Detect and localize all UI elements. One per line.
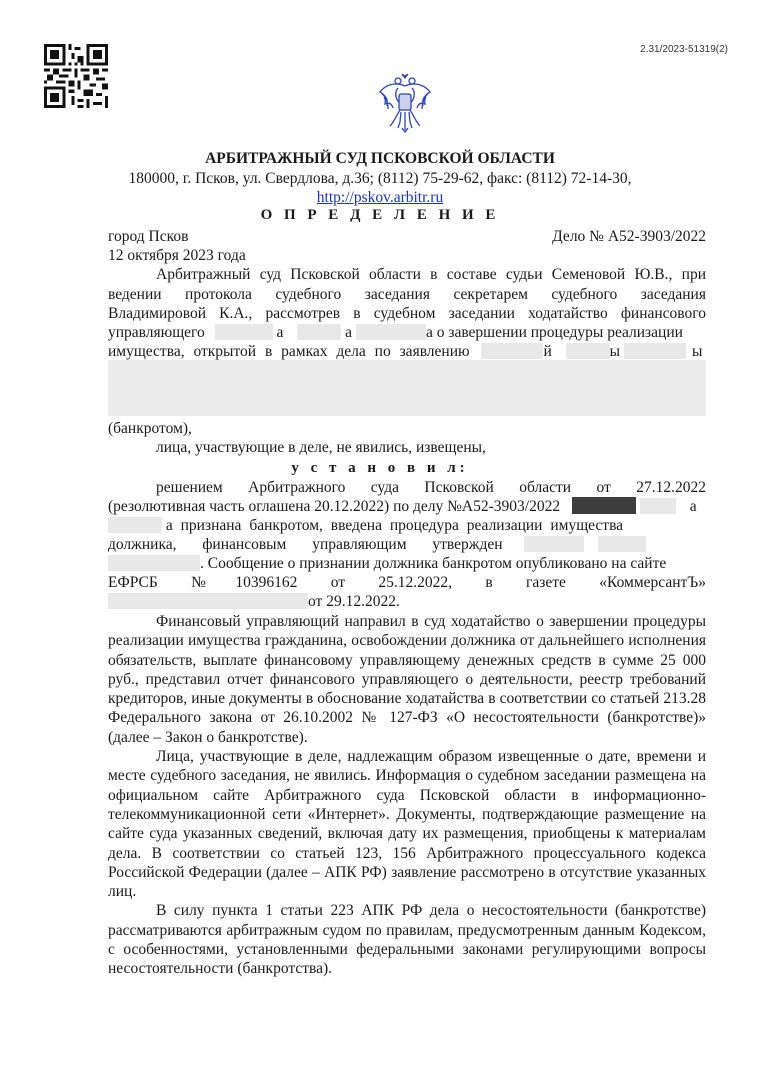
city: город Псков	[108, 228, 189, 245]
ustanovil-heading: у с т а н о в и л:	[291, 460, 469, 476]
redacted-block	[215, 324, 273, 340]
decision-text: должника, финансовым управляющим утвержден	[108, 536, 503, 553]
decision-text: а	[689, 498, 697, 515]
court-address: 180000, г. Псков, ул. Свердлова, д.36; (8112) 75-29-62, факс: (8112) 72-14-30,	[128, 170, 632, 187]
redacted-block	[572, 497, 636, 514]
coat-of-arms-icon	[376, 72, 434, 134]
redacted-block	[356, 324, 426, 340]
intro-text: управляющего	[108, 324, 205, 341]
redacted-block	[297, 324, 341, 340]
redacted-block	[524, 536, 584, 552]
intro-line-3: Владимировой К.А., рассмотрев в судебном заседании ходатайство финансового	[108, 305, 706, 322]
redacted-block	[108, 593, 308, 609]
decision-date: 12 октября 2023 года	[108, 247, 246, 264]
decision-text: а признана банкротом, введена процедура реализации имущества	[165, 517, 624, 534]
redacted-block	[108, 517, 162, 533]
intro-text: а о завершении процедуры реализации	[425, 324, 683, 341]
intro-text: а	[276, 324, 284, 341]
intro-line-5	[108, 342, 706, 361]
decision-line-2	[108, 497, 706, 516]
intro-text: ы	[609, 343, 621, 360]
decision-line-1: решением Арбитражного суда Псковской области от 27.12.2022	[156, 479, 706, 496]
redacted-block	[566, 343, 610, 359]
website-link-text[interactable]: http://pskov.arbitr.ru	[316, 189, 444, 206]
intro-text: имущества, открытой в рамках дела по заявлению	[108, 343, 470, 360]
bankrot-line: (банкротом),	[108, 420, 192, 437]
court-name: АРБИТРАЖНЫЙ СУД ПСКОВСКОЙ ОБЛАСТИ	[205, 150, 555, 167]
decision-line-6: ЕФРСБ №10396162 от 25.12.2022, в газете «КоммерсантЪ»	[108, 574, 706, 591]
absent-line: лица, участвующие в деле, не явились, извещены,	[156, 439, 486, 456]
decision-text: от 29.12.2022.	[308, 593, 400, 610]
paragraph: Финансовый управляющий направил в суд ходатайство о завершении процедуры реализации имущества гражданина, освобождении должника от дальнейшего исполнения обязательств, выплате финансовому управляющему денежных средств в сумме 25 000 руб., представил отчет финансового управляющего о деятельности, реестр требований кредиторов, иные документы в обоснование ходатайства в соответствии со статьей 213.28 Федерального закона от 26.10.2002 № 127-ФЗ «О несостоятельности (банкротстве)» (далее – Закон о банкротстве).	[108, 613, 706, 746]
qr-code	[44, 44, 108, 108]
redacted-block	[481, 343, 543, 359]
case-number: Дело № А52-3903/2022	[552, 228, 706, 245]
decision-line-4	[108, 535, 706, 554]
redacted-block	[624, 343, 686, 359]
intro-line-2: ведении протокола судебного заседания секретарем судебного заседания	[108, 286, 706, 303]
decision-line-3	[108, 516, 706, 535]
redacted-block	[108, 555, 200, 571]
intro-line-1: Арбитражный суд Псковской области в составе судьи Семеновой Ю.В., при	[156, 266, 706, 283]
decision-line-5	[108, 554, 706, 573]
redacted-area	[108, 360, 706, 416]
decision-text: (резолютивная часть оглашена 20.12.2022) по делу №А52-3903/2022	[108, 498, 561, 515]
intro-text: а	[345, 324, 353, 341]
paragraph: В силу пункта 1 статьи 223 АПК РФ дела о несостоятельности (банкротстве) рассматриваются арбитражным судом по правилам, предусмотренным данным Кодексом, с особенностями, установленными федеральными законами регулирующими вопросы несостоятельности (банкротства).	[108, 902, 706, 978]
court-website-link[interactable]	[0, 189, 760, 207]
document-number: 2.31/2023-51319(2)	[640, 44, 728, 55]
intro-text: й	[543, 343, 552, 360]
decision-text: . Сообщение о признании должника банкротом опубликовано на сайте	[200, 555, 667, 572]
intro-text: ы	[691, 343, 703, 360]
body-text	[108, 612, 706, 979]
decision-line-7	[108, 592, 706, 611]
document-type-heading: О П Р Е Д Е Л Е Н И Е	[260, 207, 500, 223]
intro-line-4	[108, 323, 706, 342]
redacted-block	[640, 498, 676, 514]
paragraph: Лица, участвующие в деле, надлежащим образом извещенные о дате, времени и месте судебного заседания, не явились. Информация о судебном заседании размещена на официальном сайте Арбитражного суда Псковской области в информационно-телекоммуникационной сети «Интернет». Документы, подтверждающие размещение на сайте суда указанных сведений, включая дату их размещения, приобщены к материалам дела. В соответствии со статьей 123, 156 Арбитражного процессуального кодекса Российской Федерации (далее – АПК РФ) заявление рассмотрено в отсутствие указанных лиц.	[108, 748, 706, 901]
redacted-block	[598, 536, 646, 552]
